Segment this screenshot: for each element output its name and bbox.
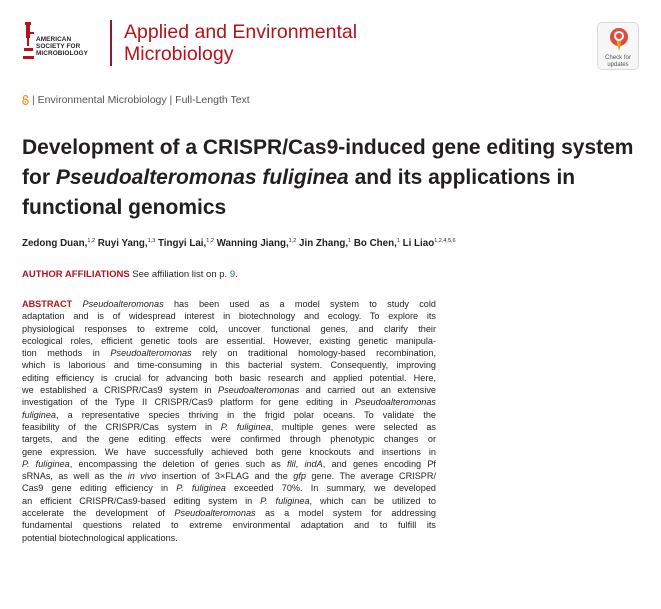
abstract-line [22, 409, 436, 421]
affiliations-page-link[interactable]: 9 [229, 269, 236, 280]
abstract-line [22, 310, 436, 322]
abstract-line [22, 396, 436, 408]
abstract-text: rely on traditional homology-based recombination, [191, 348, 436, 359]
author-affiliation-marker[interactable]: 1,2 [87, 238, 95, 244]
author-name[interactable]: Ruyi Yang, [94, 238, 148, 249]
abstract-text: fundamental questions related to extreme environmental adaptation and to fulfill its [22, 520, 436, 531]
abstract-italic-term: Pseudoalteromonas [174, 508, 256, 519]
abstract-line [22, 421, 436, 433]
abstract-text: we established a CRISPR/Cas9 system in [22, 385, 218, 396]
abstract-italic-term: Pseudoalteromonas [218, 385, 300, 396]
journal-title[interactable] [124, 21, 357, 65]
bookmark-icon [609, 27, 629, 53]
abstract-italic-term: fuliginea [22, 409, 56, 420]
author-name[interactable]: Jin Zhang, [296, 238, 349, 249]
abstract-line [22, 446, 436, 458]
article-category [22, 94, 250, 106]
abstract-text: gene. The average CRISPR/ [305, 471, 436, 482]
abstract-line [22, 384, 436, 396]
abstract-line [22, 495, 436, 507]
author-name[interactable]: Tingyi Lai, [155, 238, 207, 249]
title-line: Development of a CRISPR/Cas9-induced gene editing system [22, 136, 634, 159]
abstract-italic-term: P. fuliginea [176, 483, 226, 494]
author-affiliation-marker[interactable]: 1 [396, 238, 400, 244]
affiliations-text: See affiliation list on p. [129, 269, 230, 280]
author-name[interactable]: Wanning Jiang, [213, 238, 289, 249]
abstract-italic-term: gfp [293, 471, 306, 482]
author-name[interactable]: Li Liao [399, 238, 435, 249]
abstract-text: ecological roles, efficient genetic tools are essential. However, existing genetic manipula- [22, 335, 436, 346]
abstract-text: , and genes encoding Pf [322, 458, 436, 469]
author-name[interactable]: Bo Chen, [351, 238, 397, 249]
abstract-line [22, 532, 436, 544]
abstract-text: potential biotechnological applications. [22, 532, 178, 543]
author-affiliation-marker[interactable]: 1,3 [147, 238, 156, 244]
abstract-text: and carried out an extensive [299, 385, 436, 396]
abstract-text: accelerate the development of [22, 508, 175, 519]
article-title [22, 133, 642, 223]
abstract-heading: ABSTRACT [22, 299, 73, 309]
author-affiliation-marker[interactable]: 1,2 [206, 238, 214, 244]
society-line: SOCIETY FOR [36, 43, 81, 50]
abstract-text: targets, and the gene editing effects were confirmed through phenotypic changes or [22, 434, 436, 445]
abstract-text: , a representative species thriving in the frigid polar oceans. To validate the [56, 409, 436, 420]
check-for-updates-button[interactable] [597, 22, 639, 70]
abstract-line [22, 347, 436, 359]
abstract-text: gene expression. We have successfully achieved both gene knockouts and insertions in [22, 446, 436, 457]
abstract-text: exceeded 70%. In summary, we developed [225, 483, 436, 494]
abstract-text: Cas9 gene editing efficiency in [22, 483, 177, 494]
abstract-text: , which can be utilized to [309, 495, 436, 506]
abstract-italic-term: P. fuliginea [260, 495, 310, 506]
abstract-line [22, 335, 436, 347]
abstract-italic-term: P. fuliginea [220, 421, 271, 432]
author-affiliations: AUTHOR AFFILIATIONS See affiliation list on p. 9. [22, 269, 238, 280]
author-affiliation-marker[interactable]: 1,2 [288, 238, 297, 244]
abstract-text: an efficient CRISPR/Cas9-based editing system in [22, 495, 261, 506]
abstract-line [22, 507, 436, 519]
abstract-text: sRNAs, as well as the [22, 471, 128, 482]
abstract-text: which is laborious and time-consuming in this bacterial system. Consequently, improving [22, 360, 436, 371]
abstract [22, 298, 436, 544]
abstract-italic-term: flil [287, 458, 296, 469]
open-access-icon [22, 95, 29, 105]
abstract-italic-term: indA [304, 458, 323, 469]
abstract-text: physiological responses to extreme cold, uncover functional genes, and clarify their [22, 323, 436, 334]
abstract-line [22, 359, 436, 371]
abstract-text: , multiple genes were selected as [270, 421, 436, 432]
society-line: AMERICAN [36, 36, 72, 43]
abstract-line [22, 482, 436, 494]
species-name: Pseudoalteromonas fuliginea [55, 166, 349, 189]
journal-title-line: Applied and Environmental [124, 21, 358, 43]
abstract-italic-term: Pseudoalteromonas [82, 299, 164, 309]
title-line: for Pseudoalteromonas fuliginea and its applications in [22, 166, 576, 189]
abstract-line [22, 433, 436, 445]
abstract-line [22, 470, 436, 482]
abstract-text: has been used as a model system to study cold [163, 299, 436, 309]
society-name [36, 36, 88, 57]
microscope-icon [22, 22, 36, 62]
journal-title-line: Microbiology [124, 43, 234, 65]
abstract-line [22, 519, 436, 531]
category-text: | Environmental Microbiology | Full-Length Text [32, 94, 250, 106]
abstract-text [72, 299, 82, 309]
title-line: functional genomics [22, 196, 227, 219]
abstract-italic-term: Pseudoalteromonas [354, 397, 436, 408]
abstract-text: tion methods in [22, 348, 111, 359]
abstract-text: editing efficiency is crucial for advancing both basic research and applied potential. Here, [22, 372, 436, 383]
abstract-text: as a model system for addressing [255, 508, 436, 519]
abstract-italic-term: Pseudoalteromonas [110, 348, 192, 359]
header-divider [110, 20, 112, 66]
society-line: MICROBIOLOGY [36, 50, 88, 57]
author-affiliation-marker[interactable]: 1,2,4,5,6 [434, 238, 456, 244]
abstract-line [22, 298, 436, 310]
abstract-text: feasibility of the CRISPR/Cas system in [22, 421, 221, 432]
abstract-italic-term: in vivo [127, 471, 157, 482]
asm-logo[interactable] [22, 22, 122, 66]
author-list [22, 238, 456, 249]
check-for-updates-label: Check for updates [605, 55, 631, 68]
abstract-line [22, 458, 436, 470]
abstract-text: , encompassing the deletion of genes such as [69, 458, 288, 469]
author-name[interactable]: Zedong Duan, [22, 238, 88, 249]
abstract-text: investigation of the Type II CRISPR/Cas9 platform for gene editing in [22, 397, 355, 408]
affiliations-heading[interactable]: AUTHOR AFFILIATIONS [22, 269, 130, 280]
author-affiliation-marker[interactable]: 1 [348, 238, 352, 244]
abstract-text: insertion of 3×FLAG and the [156, 471, 294, 482]
abstract-italic-term: P. fuliginea [22, 458, 70, 469]
abstract-line [22, 372, 436, 384]
abstract-text: adaptation and is of widespread interest in biotechnology and ecology. To explore its [22, 311, 436, 322]
abstract-text: , [295, 458, 305, 469]
abstract-line [22, 323, 436, 335]
